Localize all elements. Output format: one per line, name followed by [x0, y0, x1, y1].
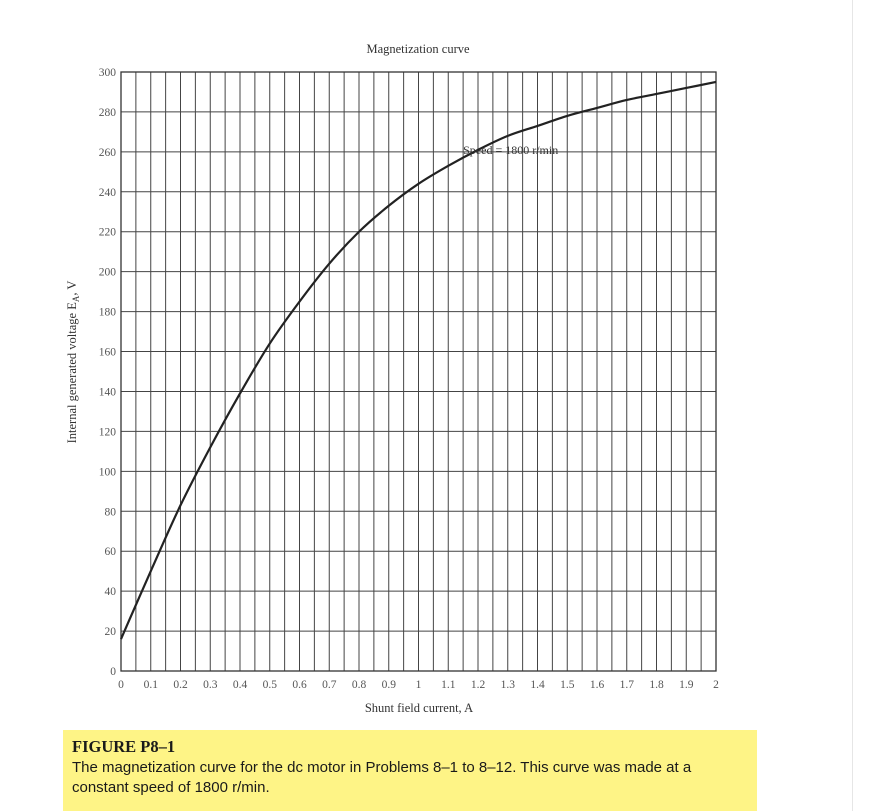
x-tick-label: 0.7 — [322, 679, 337, 691]
x-tick-label: 0.8 — [351, 679, 367, 691]
y-axis-title-subscript: A — [71, 295, 81, 303]
y-tick-label: 160 — [98, 346, 116, 359]
x-tick-label: 1.9 — [679, 679, 694, 691]
y-tick-label: 60 — [104, 546, 116, 559]
y-tick-label: 280 — [98, 106, 116, 119]
y-tick-label: 260 — [98, 146, 116, 159]
x-tick-label: 0.9 — [381, 679, 396, 691]
y-tick-label: 240 — [98, 186, 116, 199]
x-tick-label: 1.6 — [589, 679, 605, 691]
caption-title: FIGURE P8–1 — [72, 737, 176, 756]
x-tick-label: 0.3 — [203, 679, 218, 691]
x-tick-label: 1.7 — [619, 679, 634, 691]
y-tick-label: 220 — [98, 226, 116, 239]
y-tick-label: 20 — [104, 626, 116, 639]
y-tick-label: 300 — [98, 67, 116, 79]
figure-caption — [63, 730, 757, 811]
speed-annotation: Speed = 1800 r/min — [463, 142, 559, 157]
x-tick-label: 0.2 — [173, 679, 188, 691]
y-tick-label: 200 — [98, 266, 116, 279]
y-tick-label: 100 — [98, 466, 116, 479]
x-tick-label: 1.4 — [530, 679, 545, 691]
x-tick-label: 1.1 — [441, 679, 456, 691]
y-tick-label: 180 — [98, 306, 116, 319]
y-axis-title — [65, 281, 81, 444]
x-tick-label: 0.1 — [143, 679, 158, 691]
y-tick-label: 0 — [110, 666, 116, 678]
y-tick-label: 140 — [98, 386, 116, 399]
grid — [121, 72, 716, 671]
x-tick-label: 2 — [713, 679, 719, 691]
y-axis-title-unit: , V — [65, 280, 79, 296]
x-tick-label: 1 — [415, 679, 422, 691]
x-tick-label: 1.8 — [649, 679, 664, 691]
x-tick-label: 0 — [118, 679, 124, 691]
x-tick-label: 0.6 — [292, 679, 307, 691]
caption-text: The magnetization curve for the dc motor in Problems 8–1 to 8–12. This curve was made at a constant speed of 1800 r/min. — [72, 759, 692, 796]
y-tick-label: 40 — [104, 586, 116, 599]
x-tick-label: 1.2 — [470, 679, 486, 691]
x-tick-label: 0.4 — [232, 679, 248, 691]
x-tick-label: 0.5 — [262, 679, 277, 691]
x-axis-title: Shunt field current, A — [364, 701, 474, 715]
y-tick-label: 120 — [98, 426, 116, 439]
chart-title: Magnetization curve — [366, 42, 470, 56]
y-axis-title-main: Internal generated voltage E — [65, 302, 79, 444]
y-tick-label: 80 — [104, 506, 116, 519]
x-tick-label: 1.3 — [500, 679, 515, 691]
tick-labels — [99, 67, 719, 691]
x-tick-label: 1.5 — [560, 679, 575, 691]
page-edge-strip — [852, 0, 869, 811]
